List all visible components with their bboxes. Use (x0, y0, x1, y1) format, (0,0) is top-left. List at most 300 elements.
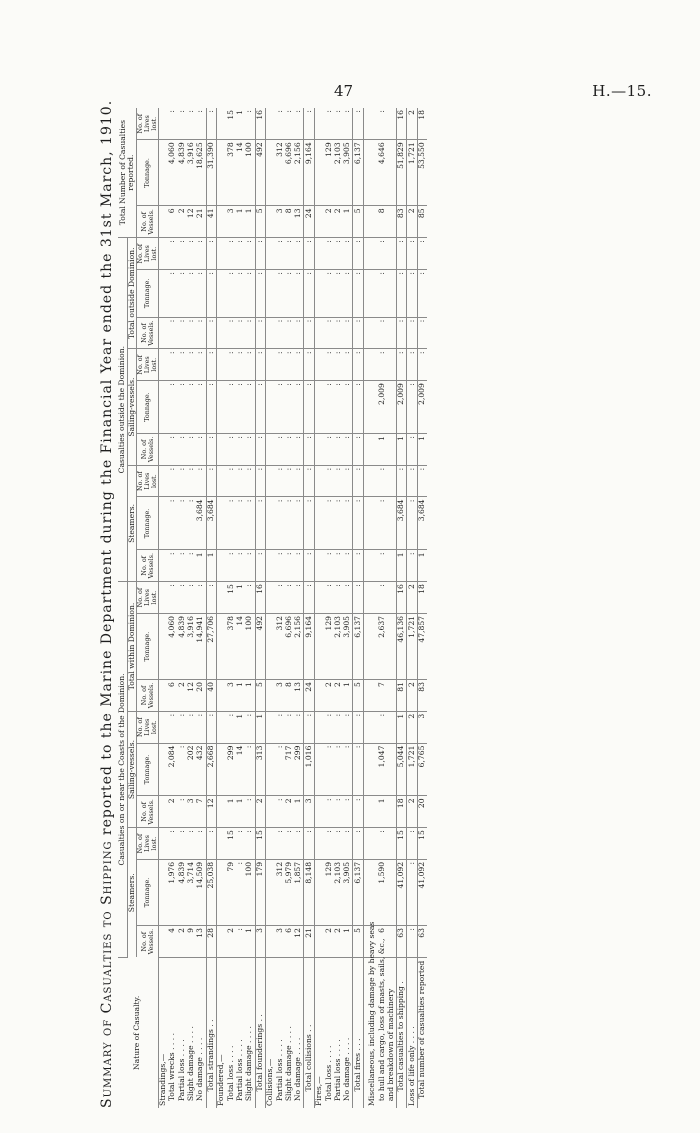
table-cell: 129 (324, 140, 333, 206)
table-cell: : (255, 349, 265, 381)
table-cell: 12 (206, 796, 216, 828)
table-cell: : (245, 711, 255, 743)
table-cell: : (245, 796, 255, 828)
table-cell: : (304, 497, 314, 550)
table-cell (387, 859, 397, 925)
table-cell: : (196, 381, 206, 434)
table-cell: : (168, 434, 177, 466)
table-cell: : (187, 238, 196, 270)
table-cell: : (304, 550, 314, 582)
table-cell: : (255, 550, 265, 582)
subheader-vessels: No. of Vessels. (137, 926, 158, 958)
table-cell: : (396, 465, 406, 497)
table-cell: 5 (353, 926, 363, 958)
row-label: Partial loss . . . . (332, 1039, 342, 1106)
row-label: No damage . . . . (293, 1037, 303, 1106)
table-cell: : (285, 238, 294, 270)
table-cell: 8 (285, 206, 294, 238)
table-cell: 6 (377, 926, 386, 958)
table-cell: 2 (407, 711, 417, 743)
table-cell: 3,684 (196, 497, 206, 550)
table-cell: : (255, 238, 265, 270)
table-row (294, 108, 304, 1108)
table-cell: : (324, 381, 333, 434)
table-cell: : (377, 497, 386, 550)
row-label: Slight damage . . . . (186, 1026, 196, 1106)
table-cell: 18,625 (196, 140, 206, 206)
table-cell: : (168, 349, 177, 381)
table-cell: 717 (285, 743, 294, 796)
table-cell: 51,829 (396, 140, 406, 206)
table-cell: : (324, 317, 333, 349)
table-cell: : (245, 497, 255, 550)
row-label: Slight damage . . . . (244, 1026, 254, 1106)
table-cell (387, 349, 397, 381)
table-cell (387, 270, 397, 318)
table-cell: : (206, 317, 216, 349)
table-cell: : (304, 465, 314, 497)
table-cell: : (177, 828, 186, 860)
table-cell: 63 (396, 926, 406, 958)
table-row (343, 108, 353, 1108)
table-cell: : (377, 349, 386, 381)
table-cell: : (168, 497, 177, 550)
table-cell: 15 (226, 108, 235, 140)
table-cell: 3 (226, 680, 235, 712)
table-cell: 2 (407, 582, 417, 614)
subheader-tonnage: Tonnage. (137, 743, 158, 796)
table-cell: : (206, 465, 216, 497)
table-cell: : (245, 434, 255, 466)
table-cell: : (226, 349, 235, 381)
table-cell: : (236, 381, 245, 434)
subheader-tonnage: Tonnage. (137, 381, 158, 434)
table-cell: 8 (285, 680, 294, 712)
table-cell: : (353, 497, 363, 550)
table-cell (368, 381, 377, 434)
header-sailing-vessels: Sailing-vessels. (127, 711, 137, 827)
table-cell: : (245, 743, 255, 796)
table-cell: : (177, 238, 186, 270)
header-within-dominion: Casualties on or near the Coasts of the Dominion. (118, 582, 127, 958)
table-cell: : (275, 434, 284, 466)
row-label: Partial loss . . . . (176, 1039, 186, 1106)
table-cell (368, 317, 377, 349)
table-cell: 25,038 (206, 859, 216, 925)
table-cell: 1,721 (407, 140, 417, 206)
table-row (334, 108, 343, 1108)
table-cell: : (275, 270, 284, 318)
table-cell: : (168, 465, 177, 497)
table-cell: 378 (226, 140, 235, 206)
row-label: Total casualties to shipping . (396, 957, 406, 1108)
table-cell: 1 (255, 711, 265, 743)
table-row (314, 108, 324, 1108)
table-cell: 1 (245, 926, 255, 958)
table-cell: : (417, 317, 427, 349)
table-cell (387, 680, 397, 712)
table-cell: 2 (324, 680, 333, 712)
table-cell: : (324, 108, 333, 140)
table-cell: : (334, 238, 343, 270)
table-cell: : (177, 270, 186, 318)
table-cell (368, 743, 377, 796)
table-cell: 1 (245, 680, 255, 712)
table-cell (314, 108, 324, 140)
table-cell: 41,092 (417, 859, 427, 925)
table-cell: : (353, 796, 363, 828)
header-total-within: Total within Dominion. (127, 582, 137, 712)
table-cell: : (187, 711, 196, 743)
table-cell: : (353, 465, 363, 497)
table-row (285, 108, 294, 1108)
table-cell (368, 497, 377, 550)
table-cell: : (417, 349, 427, 381)
table-cell (314, 828, 324, 860)
table-cell (314, 680, 324, 712)
row-label: Total fires . . . (353, 957, 363, 1108)
table-cell: 2,103 (334, 613, 343, 679)
table-cell: 312 (275, 140, 284, 206)
table-cell: : (245, 108, 255, 140)
table-cell: : (245, 465, 255, 497)
table-cell (368, 711, 377, 743)
table-cell: : (304, 434, 314, 466)
table-cell: : (334, 270, 343, 318)
page-number: 47 (334, 82, 354, 100)
row-label: Fires,— (314, 1076, 324, 1106)
table-cell (387, 140, 397, 206)
table-cell: 6 (168, 206, 177, 238)
table-cell: 83 (417, 680, 427, 712)
table-cell: : (206, 349, 216, 381)
subheader-vessels: No. of Vessels. (137, 206, 158, 238)
table-cell: : (275, 582, 284, 614)
table-cell (387, 497, 397, 550)
table-cell: : (407, 550, 417, 582)
table-cell (387, 381, 397, 434)
table-cell: 6,696 (285, 613, 294, 679)
table-cell (314, 550, 324, 582)
table-cell: 15 (396, 828, 406, 860)
table-cell (314, 743, 324, 796)
table-cell: : (196, 434, 206, 466)
table-cell: : (324, 497, 333, 550)
table-cell (265, 317, 275, 349)
table-cell: : (353, 711, 363, 743)
table-cell: : (187, 108, 196, 140)
table-cell (368, 349, 377, 381)
table-cell (368, 582, 377, 614)
table-cell: : (334, 465, 343, 497)
table-cell: 2 (334, 926, 343, 958)
table-cell: : (407, 317, 417, 349)
table-cell (368, 828, 377, 860)
table-cell (387, 828, 397, 860)
table-cell (387, 582, 397, 614)
table-cell: : (334, 108, 343, 140)
table-cell: 1 (236, 796, 245, 828)
table-cell: : (177, 582, 186, 614)
table-cell: 14,509 (196, 859, 206, 925)
table-cell: : (275, 711, 284, 743)
table-cell: : (255, 317, 265, 349)
table-cell: : (275, 550, 284, 582)
table-cell (368, 613, 377, 679)
table-cell: : (285, 270, 294, 318)
subheader-lives: No. of Lives lost. (137, 828, 158, 860)
table-cell: 1 (236, 680, 245, 712)
table-cell: 299 (226, 743, 235, 796)
table-cell: 100 (245, 613, 255, 679)
table-cell (368, 550, 377, 582)
table-cell: : (255, 465, 265, 497)
table-cell: 8,148 (304, 859, 314, 925)
table-cell: 1 (294, 796, 304, 828)
table-cell: : (187, 550, 196, 582)
table-cell: 3 (226, 206, 235, 238)
table-cell (368, 465, 377, 497)
subheader-tonnage: Tonnage. (137, 497, 158, 550)
subheader-vessels: No. of Vessels. (137, 317, 158, 349)
subheader-tonnage: Tonnage. (137, 613, 158, 679)
total-row (396, 108, 406, 1108)
table-cell (314, 381, 324, 434)
table-cell: 47,857 (417, 613, 427, 679)
row-label: No damage . . . . (342, 1037, 352, 1106)
table-cell (216, 743, 226, 796)
table-cell: : (377, 270, 386, 318)
table-cell: : (226, 238, 235, 270)
table-cell: 6,696 (285, 140, 294, 206)
subheader-lives: No. of Lives lost. (137, 465, 158, 497)
table-cell: 14 (236, 743, 245, 796)
table-cell: 40 (206, 680, 216, 712)
table-cell: : (236, 238, 245, 270)
table-cell (387, 206, 397, 238)
table-cell: : (226, 497, 235, 550)
table-cell: : (294, 828, 304, 860)
table-cell: : (417, 465, 427, 497)
table-cell: : (407, 497, 417, 550)
table-cell: 5,044 (396, 743, 406, 796)
table-cell: : (177, 108, 186, 140)
table-cell: 129 (324, 613, 333, 679)
table-cell: : (377, 582, 386, 614)
table-cell: 2 (168, 796, 177, 828)
table-cell (368, 434, 377, 466)
header-total-outside: Total outside Dominion. (127, 238, 137, 349)
row-label: Total strandings . . (206, 957, 216, 1108)
table-cell: 492 (255, 613, 265, 679)
table-cell (216, 926, 226, 958)
table-cell: : (236, 828, 245, 860)
row-label: Total founderings . . (255, 957, 265, 1108)
table-cell: : (353, 238, 363, 270)
table-cell: : (187, 349, 196, 381)
table-cell (387, 434, 397, 466)
table-cell (216, 796, 226, 828)
table-cell: : (187, 317, 196, 349)
table-cell: 1 (377, 434, 386, 466)
table-cell: : (294, 711, 304, 743)
table-cell: : (245, 381, 255, 434)
table-cell (216, 238, 226, 270)
table-cell: : (396, 270, 406, 318)
table-cell: 4,060 (168, 613, 177, 679)
table-cell: 15 (226, 828, 235, 860)
table-cell (158, 270, 168, 318)
table-cell: : (255, 434, 265, 466)
table-cell (216, 206, 226, 238)
table-cell (265, 828, 275, 860)
table-cell: : (343, 743, 353, 796)
table-cell (216, 859, 226, 925)
table-cell (265, 206, 275, 238)
table-cell: : (196, 317, 206, 349)
table-cell: : (353, 582, 363, 614)
table-cell: 3,684 (396, 497, 406, 550)
table-cell: 18 (417, 582, 427, 614)
table-cell: : (343, 238, 353, 270)
table-cell: 1 (245, 206, 255, 238)
table-cell: 16 (255, 108, 265, 140)
table-cell: : (294, 270, 304, 318)
table-cell: : (324, 550, 333, 582)
table-cell: : (343, 497, 353, 550)
table-cell: : (343, 711, 353, 743)
table-cell: 129 (324, 859, 333, 925)
subheader-vessels: No. of Vessels. (137, 680, 158, 712)
table-cell (368, 859, 377, 925)
table-cell: 2 (324, 926, 333, 958)
subheader-tonnage: Tonnage. (137, 859, 158, 925)
table-cell: 15 (255, 828, 265, 860)
table-cell: : (324, 270, 333, 318)
table-cell: : (168, 711, 177, 743)
table-cell: : (206, 711, 216, 743)
table-cell: : (177, 711, 186, 743)
table-cell: : (245, 582, 255, 614)
table-cell: : (245, 828, 255, 860)
table-cell: 15 (226, 582, 235, 614)
table-cell: : (177, 550, 186, 582)
table-cell: : (343, 465, 353, 497)
table-cell: 2,637 (377, 613, 386, 679)
table-cell: : (304, 349, 314, 381)
table-cell: 4,839 (177, 140, 186, 206)
table-cell: 46,136 (396, 613, 406, 679)
table-cell: : (304, 238, 314, 270)
table-cell (216, 497, 226, 550)
table-cell (216, 680, 226, 712)
table-cell: 100 (245, 140, 255, 206)
table-cell (314, 859, 324, 925)
table-cell: 5 (353, 680, 363, 712)
table-cell: : (304, 582, 314, 614)
table-cell: : (206, 381, 216, 434)
table-cell: : (226, 317, 235, 349)
table-cell: 2 (285, 796, 294, 828)
table-cell: : (187, 270, 196, 318)
table-cell: : (236, 926, 245, 958)
table-cell (216, 270, 226, 318)
table-cell: : (343, 828, 353, 860)
table-cell (314, 140, 324, 206)
table-cell (265, 859, 275, 925)
table-cell: : (343, 381, 353, 434)
table-cell: : (396, 238, 406, 270)
table-cell: 5,979 (285, 859, 294, 925)
table-cell: 2 (334, 680, 343, 712)
table-cell: : (226, 381, 235, 434)
table-cell: : (285, 317, 294, 349)
table-cell: : (275, 828, 284, 860)
table-cell: : (187, 497, 196, 550)
table-cell: 4,839 (177, 859, 186, 925)
table-cell (368, 206, 377, 238)
table-cell: 41 (206, 206, 216, 238)
table-cell: : (324, 711, 333, 743)
table-cell: 16 (255, 582, 265, 614)
table-cell: : (407, 238, 417, 270)
table-cell (265, 613, 275, 679)
table-cell: 2 (177, 680, 186, 712)
table-cell: : (294, 550, 304, 582)
table-cell: : (407, 270, 417, 318)
table-cell: 12 (187, 206, 196, 238)
table-row (377, 108, 386, 1108)
table-cell (265, 465, 275, 497)
table-cell: 3,714 (187, 859, 196, 925)
table-cell: 24 (304, 680, 314, 712)
table-cell: : (377, 550, 386, 582)
table-cell: 28 (206, 926, 216, 958)
table-cell: : (226, 270, 235, 318)
table-cell: 2,668 (206, 743, 216, 796)
table-cell: : (275, 465, 284, 497)
table-cell: : (275, 796, 284, 828)
table-cell: 492 (255, 140, 265, 206)
table-cell: : (236, 317, 245, 349)
table-cell: : (377, 828, 386, 860)
row-label: Total wrecks . . . . (167, 1033, 177, 1106)
table-cell: : (236, 434, 245, 466)
table-cell: : (168, 550, 177, 582)
table-cell: : (324, 743, 333, 796)
table-cell: 6,137 (353, 613, 363, 679)
table-cell: 4 (168, 926, 177, 958)
total-row (417, 108, 427, 1108)
title-lead: Summary of Casualties to Shipping (99, 840, 115, 1108)
row-label: Total number of casualties reported (417, 957, 427, 1108)
table-row (407, 108, 417, 1108)
table-cell: : (255, 381, 265, 434)
table-cell (265, 550, 275, 582)
table-cell: : (324, 465, 333, 497)
subheader-vessels: No. of Vessels. (137, 550, 158, 582)
table-cell (216, 828, 226, 860)
table-cell (387, 796, 397, 828)
table-cell: 378 (226, 613, 235, 679)
table-cell: : (304, 711, 314, 743)
table-cell (368, 108, 377, 140)
table-cell: : (294, 349, 304, 381)
table-cell (314, 796, 324, 828)
table-cell: 1,047 (377, 743, 386, 796)
table-cell: 9,164 (304, 613, 314, 679)
table-cell: : (304, 270, 314, 318)
